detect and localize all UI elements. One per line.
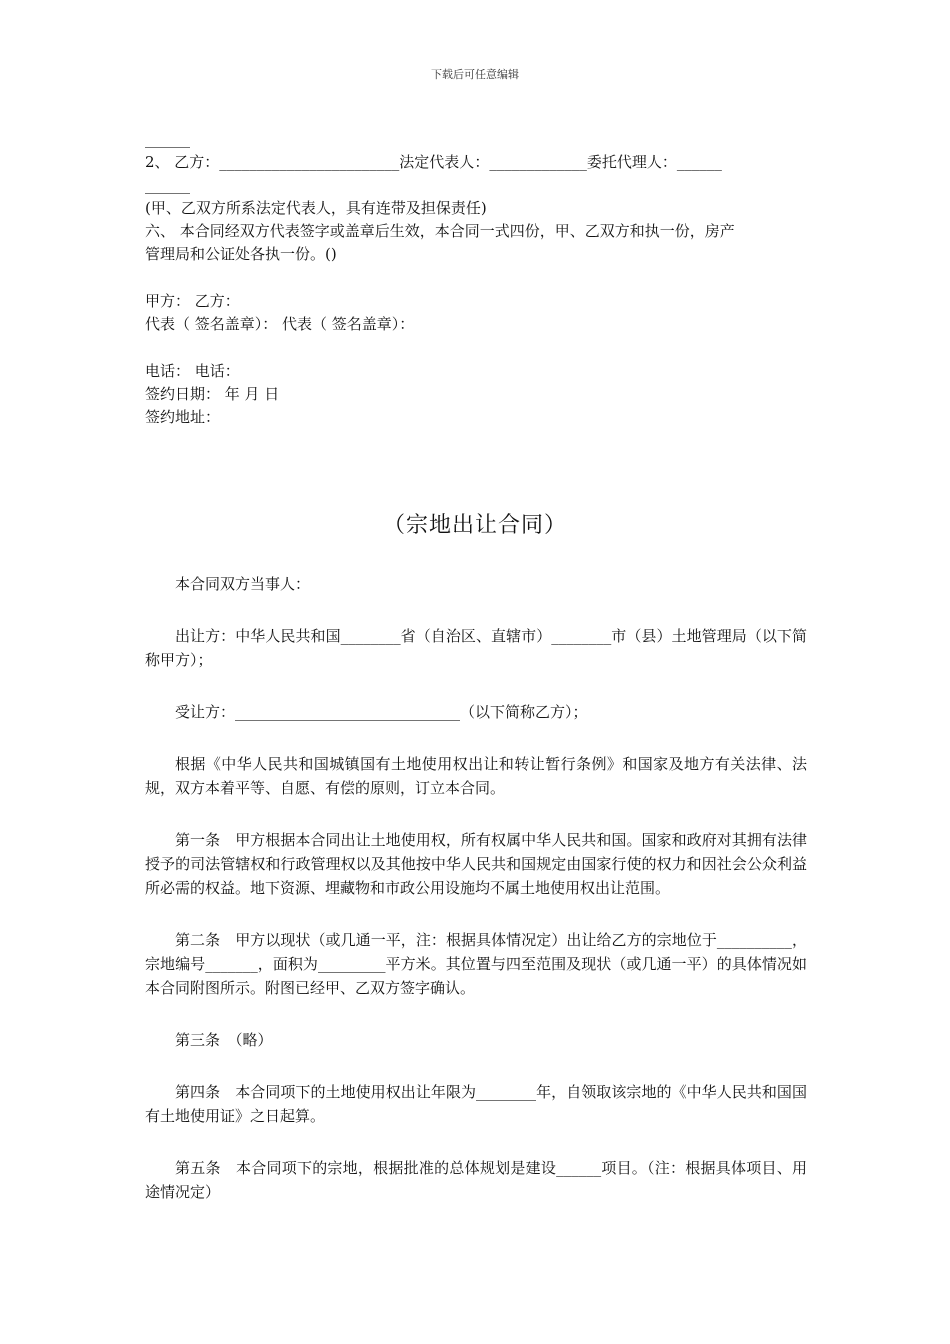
signature-date: 签约日期： 年 月 日 [145,385,280,403]
contract-body [145,572,807,1232]
signature-parties: 甲方： 乙方： [145,292,240,310]
signature-place: 签约地址： [145,408,221,426]
contract-tail-section [145,128,807,429]
header-note: 下载后可任意编辑 [431,68,519,81]
contract-paragraph: 第三条 （略） [175,1031,273,1049]
signature-representatives: 代表（ 签名盖章）： 代表（ 签名盖章）： [145,315,415,333]
contract-paragraph: 受让方：______________________________（以下简称乙方）； [175,703,588,721]
clause-six-line2: 管理局和公证处各执一份。() [145,245,337,263]
contract-paragraph: 出让方：中华人民共和国________省（自治区、直辖市）________市（县）土地管理局（以下简称甲方）； [145,627,807,669]
contract-paragraph: 根据《中华人民共和国城镇国有土地使用权出让和转让暂行条例》和国家及地方有关法律、法规，双方本着平等、自愿、有偿的原则，订立本合同。 [145,755,807,797]
contract-paragraph: 第四条 本合同项下的土地使用权出让年限为________年，自领取该宗地的《中华人民共和国国有土地使用证》之日起算。 [145,1083,807,1125]
contract-title: （宗地出让合同） [382,513,567,538]
clause-six-line1: 六、 本合同经双方代表签字或盖章后生效，本合同一式四份，甲、乙双方和执一份，房产 [145,222,735,240]
signature-phone: 电话： 电话： [145,362,240,380]
contract-paragraph: 第五条 本合同项下的宗地，根据批准的总体规划是建设______项目。（注：根据具体项目、用途情况定） [145,1159,807,1201]
blank-line: ______ [145,176,190,194]
liability-note: (甲、乙双方所系法定代表人，具有连带及担保责任) [145,199,487,217]
contract-paragraph: 第一条 甲方根据本合同出让土地使用权，所有权属中华人民共和国。国家和政府对其拥有法律授予的司法管辖权和行政管理权以及其他按中华人民共和国规定由国家行使的权力和因社会公众利益所必需的权益。地下资源、埋藏物和市政公用设施均不属土地使用权出让范围。 [145,831,807,897]
blank-line: ______ [145,130,190,148]
contract-paragraph: 本合同双方当事人： [175,575,311,593]
party-b-line: 2、 乙方：________________________法定代表人：_____________委托代理人：______ [145,153,722,171]
contract-paragraph: 第二条 甲方以现状（或几通一平，注：根据具体情况定）出让给乙方的宗地位于__________，宗地编号_______，面积为_________平方米。其位置与四至范围及现状（或几通一平）的具体情况如本合同附图所示。附图已经甲、乙双方签字确认。 [145,931,807,997]
